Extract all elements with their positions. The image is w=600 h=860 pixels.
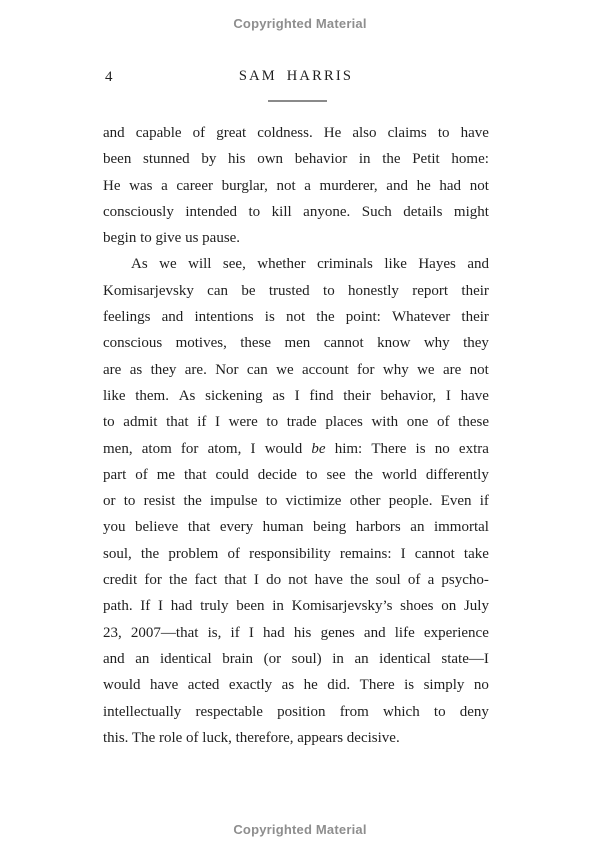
copyright-watermark-bottom: Copyrighted Material bbox=[233, 822, 367, 837]
text-line: men, atom for atom, I would be him: There is no extra bbox=[103, 440, 489, 457]
running-head: SAM HARRIS bbox=[238, 68, 354, 84]
text-line: like them. As sickening as I find their behavior, I have bbox=[103, 387, 489, 404]
text-line: this. The role of luck, therefore, appears decisive. bbox=[103, 729, 400, 746]
text-line: credit for the fact that I do not have the soul of a psycho- bbox=[103, 572, 489, 589]
text-line: 23, 2007—that is, if I had his genes and life experience bbox=[103, 624, 489, 641]
text-line: Komisarjevsky can be trusted to honestly report their bbox=[103, 282, 489, 299]
text-line: As we will see, whether criminals like Hayes and bbox=[131, 256, 489, 273]
text-line: you believe that every human being harbors an immortal bbox=[103, 519, 489, 536]
text-line: He was a career burglar, not a murderer, and he had not bbox=[103, 177, 489, 194]
text-line: consciously intended to kill anyone. Such details might bbox=[103, 203, 489, 220]
text-line: and an identical brain (or soul) in an identical state—I bbox=[103, 650, 489, 667]
text-line: and capable of great coldness. He also claims to have bbox=[103, 125, 489, 141]
body-text bbox=[103, 120, 489, 751]
page-header bbox=[103, 68, 489, 88]
text-line: path. If I had truly been in Komisarjevsky’s shoes on July bbox=[103, 598, 489, 615]
text-line: to admit that if I were to trade places with one of these bbox=[103, 414, 489, 431]
text-line: are as they are. Nor can we account for why we are not bbox=[103, 361, 489, 378]
text-line: feelings and intentions is not the point: Whatever their bbox=[103, 309, 489, 326]
text-line: would have acted exactly as he did. There is simply no bbox=[103, 677, 489, 694]
text-line: begin to give us pause. bbox=[103, 230, 241, 247]
text-line: soul, the problem of responsibility remains: I cannot take bbox=[103, 545, 489, 562]
header-rule bbox=[268, 100, 327, 102]
paragraph bbox=[103, 120, 489, 251]
copyright-watermark-top: Copyrighted Material bbox=[233, 16, 367, 31]
text-line: been stunned by his own behavior in the Petit home: bbox=[103, 151, 489, 168]
page-number: 4 bbox=[105, 69, 113, 85]
paragraph bbox=[103, 251, 489, 751]
text-line: conscious motives, these men cannot know why they bbox=[103, 335, 489, 352]
text-line: part of me that could decide to see the world differently bbox=[103, 466, 489, 483]
text-line: intellectually respectable position from which to deny bbox=[103, 703, 489, 720]
text-line: or to resist the impulse to victimize other people. Even if bbox=[103, 493, 489, 510]
